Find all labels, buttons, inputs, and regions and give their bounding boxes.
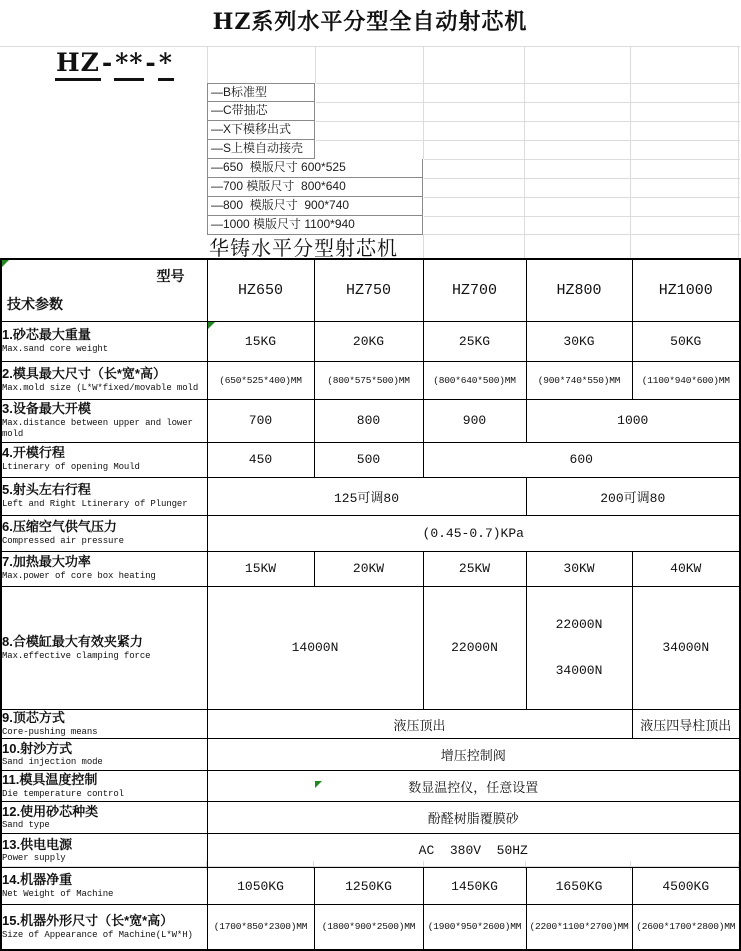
table-row (1, 399, 740, 442)
table-row (1, 868, 740, 905)
value-cell: 30KG (526, 321, 632, 361)
value-cell: (1900*950*2600)MM (423, 905, 526, 950)
gridline (424, 178, 740, 179)
value-cell: 800 (314, 399, 423, 442)
value-cell: 20KG (314, 321, 423, 361)
row-label: 10.射沙方式 Sand injection mode (1, 739, 207, 771)
row-label: 12.使用砂芯种类 Sand type (1, 802, 207, 834)
row-label: 5.射头左右行程 Left and Right Ltinerary of Plunger (1, 477, 207, 515)
value-cell-merged: 酚醛树脂覆膜砂 (207, 802, 740, 834)
table-header-row (1, 259, 740, 321)
value-cell: 500 (314, 442, 423, 477)
option-item: —X下模移出式 (207, 121, 315, 140)
gridline (738, 46, 739, 258)
value-cell: 1650KG (526, 868, 632, 905)
model-header: HZ700 (423, 259, 526, 321)
option-item: —1000 模版尺寸 1100*940 (207, 216, 423, 235)
gridline (424, 159, 740, 160)
value-cell: 1450KG (423, 868, 526, 905)
gridline (424, 234, 740, 235)
value-cell: 22000N (423, 586, 526, 710)
error-indicator-icon (208, 322, 215, 329)
value-cell: 50KG (632, 321, 740, 361)
gridline (207, 46, 208, 83)
option-item: —C带抽芯 (207, 102, 315, 121)
model-header: HZ650 (207, 259, 314, 321)
option-item: —650 模版尺寸 600*525 (207, 159, 423, 178)
value-cell-stacked: 22000N 34000N (526, 586, 632, 710)
value-cell-merged: 增压控制阀 (207, 739, 740, 771)
row-label: 15.机器外形尺寸（长*宽*高） Size of Appearance of Machine(L*W*H) (1, 905, 207, 950)
value-cell: (1800*900*2500)MM (314, 905, 423, 950)
table-row (1, 586, 740, 710)
model-code-mid: ** (114, 48, 144, 81)
gridline (524, 46, 525, 258)
row-label: 6.压缩空气供气压力 Compressed air pressure (1, 515, 207, 551)
value-cell: 15KW (207, 551, 314, 586)
value-cell-merged: 1000 (526, 399, 740, 442)
gridline (423, 234, 424, 258)
corner-label-model: 型号 (156, 268, 185, 284)
model-code (55, 48, 174, 77)
table-row (1, 739, 740, 771)
table-row (1, 802, 740, 834)
value-cell: (800*640*500)MM (423, 361, 526, 399)
row-label: 7.加热最大功率 Max.power of core box heating (1, 551, 207, 586)
table-row (1, 551, 740, 586)
table-row (1, 361, 740, 399)
table-row (1, 905, 740, 950)
value-cell: (1100*940*600)MM (632, 361, 740, 399)
corner-label-params: 技术参数 (7, 295, 63, 312)
table-row (1, 321, 740, 361)
value-cell: (1700*850*2300)MM (207, 905, 314, 950)
model-code-prefix: HZ (55, 48, 101, 81)
row-label: 14.机器净重 Net Weight of Machine (1, 868, 207, 905)
row-label: 13.供电电源 Power supply (1, 834, 207, 868)
model-option-list (207, 83, 423, 235)
model-code-dash2: - (145, 48, 157, 77)
value-cell: 25KG (423, 321, 526, 361)
error-indicator-icon (315, 781, 322, 788)
option-item: —B标准型 (207, 83, 315, 102)
row-label: 11.模具温度控制 Die temperature control (1, 771, 207, 802)
value-cell: 700 (207, 399, 314, 442)
value-cell: 15KG (207, 321, 314, 361)
value-cell: 20KW (314, 551, 423, 586)
value-cell-merged: 600 (423, 442, 740, 477)
error-indicator-icon (2, 260, 9, 267)
option-item: —800 模版尺寸 900*740 (207, 197, 423, 216)
value-cell: 450 (207, 442, 314, 477)
spec-table (0, 258, 741, 951)
value-cell-merged: AC 380V 50HZ (207, 834, 740, 868)
value-cell: (800*575*500)MM (314, 361, 423, 399)
gridline (423, 46, 424, 159)
model-code-suffix: * (158, 48, 174, 81)
table-row (1, 771, 740, 802)
value-cell: 30KW (526, 551, 632, 586)
value-cell: 液压四导柱顶出 (632, 710, 740, 739)
table-row (1, 834, 740, 868)
gridline (424, 197, 740, 198)
value-cell: 1250KG (314, 868, 423, 905)
value-cell-merged: 液压顶出 (207, 710, 632, 739)
value-cell: 4500KG (632, 868, 740, 905)
table-row (1, 515, 740, 551)
value-cell: (2600*1700*2800)MM (632, 905, 740, 950)
value-cell: (900*740*550)MM (526, 361, 632, 399)
model-header: HZ800 (526, 259, 632, 321)
row-label: 1.砂芯最大重量 Max.sand core weight (1, 321, 207, 361)
value-cell: 900 (423, 399, 526, 442)
value-cell: 34000N (632, 586, 740, 710)
table-corner-cell (1, 259, 207, 321)
row-label: 8.合模缸最大有效夹紧力 Max.effective clamping force (1, 586, 207, 710)
table-row (1, 710, 740, 739)
value-cell-merged: (0.45-0.7)KPa (207, 515, 740, 551)
value-cell-merged: 数显温控仪，任意设置 (207, 771, 740, 802)
model-code-dash: - (101, 48, 114, 77)
page-title: HZ系列水平分型全自动射芯机 (212, 9, 528, 35)
row-label: 4.开模行程 Ltinerary of opening Mould (1, 442, 207, 477)
gridline (424, 216, 740, 217)
row-label: 2.模具最大尺寸（长*宽*高） Max.mold size (L*W*fixed/movable mold (1, 361, 207, 399)
row-label: 3.设备最大开模 Max.distance between upper and lower mold (1, 399, 207, 442)
gridline (315, 46, 316, 83)
value-cell: 1050KG (207, 868, 314, 905)
gridline (630, 46, 631, 258)
value-cell-merged: 14000N (207, 586, 423, 710)
value-cell-merged: 125可调80 (207, 477, 526, 515)
option-item: —700 模版尺寸 800*640 (207, 178, 423, 197)
gridline (0, 46, 740, 47)
value-cell: 40KW (632, 551, 740, 586)
table-row (1, 477, 740, 515)
model-header: HZ750 (314, 259, 423, 321)
table-row (1, 442, 740, 477)
model-header: HZ1000 (632, 259, 740, 321)
row-label: 9.顶芯方式 Core-pushing means (1, 710, 207, 739)
series-subtitle: 华铸水平分型射芯机 (209, 236, 398, 260)
value-cell: (650*525*400)MM (207, 361, 314, 399)
value-cell: (2200*1100*2700)MM (526, 905, 632, 950)
option-item: —S上模自动接壳 (207, 140, 315, 159)
value-cell: 25KW (423, 551, 526, 586)
value-cell-merged: 200可调80 (526, 477, 740, 515)
